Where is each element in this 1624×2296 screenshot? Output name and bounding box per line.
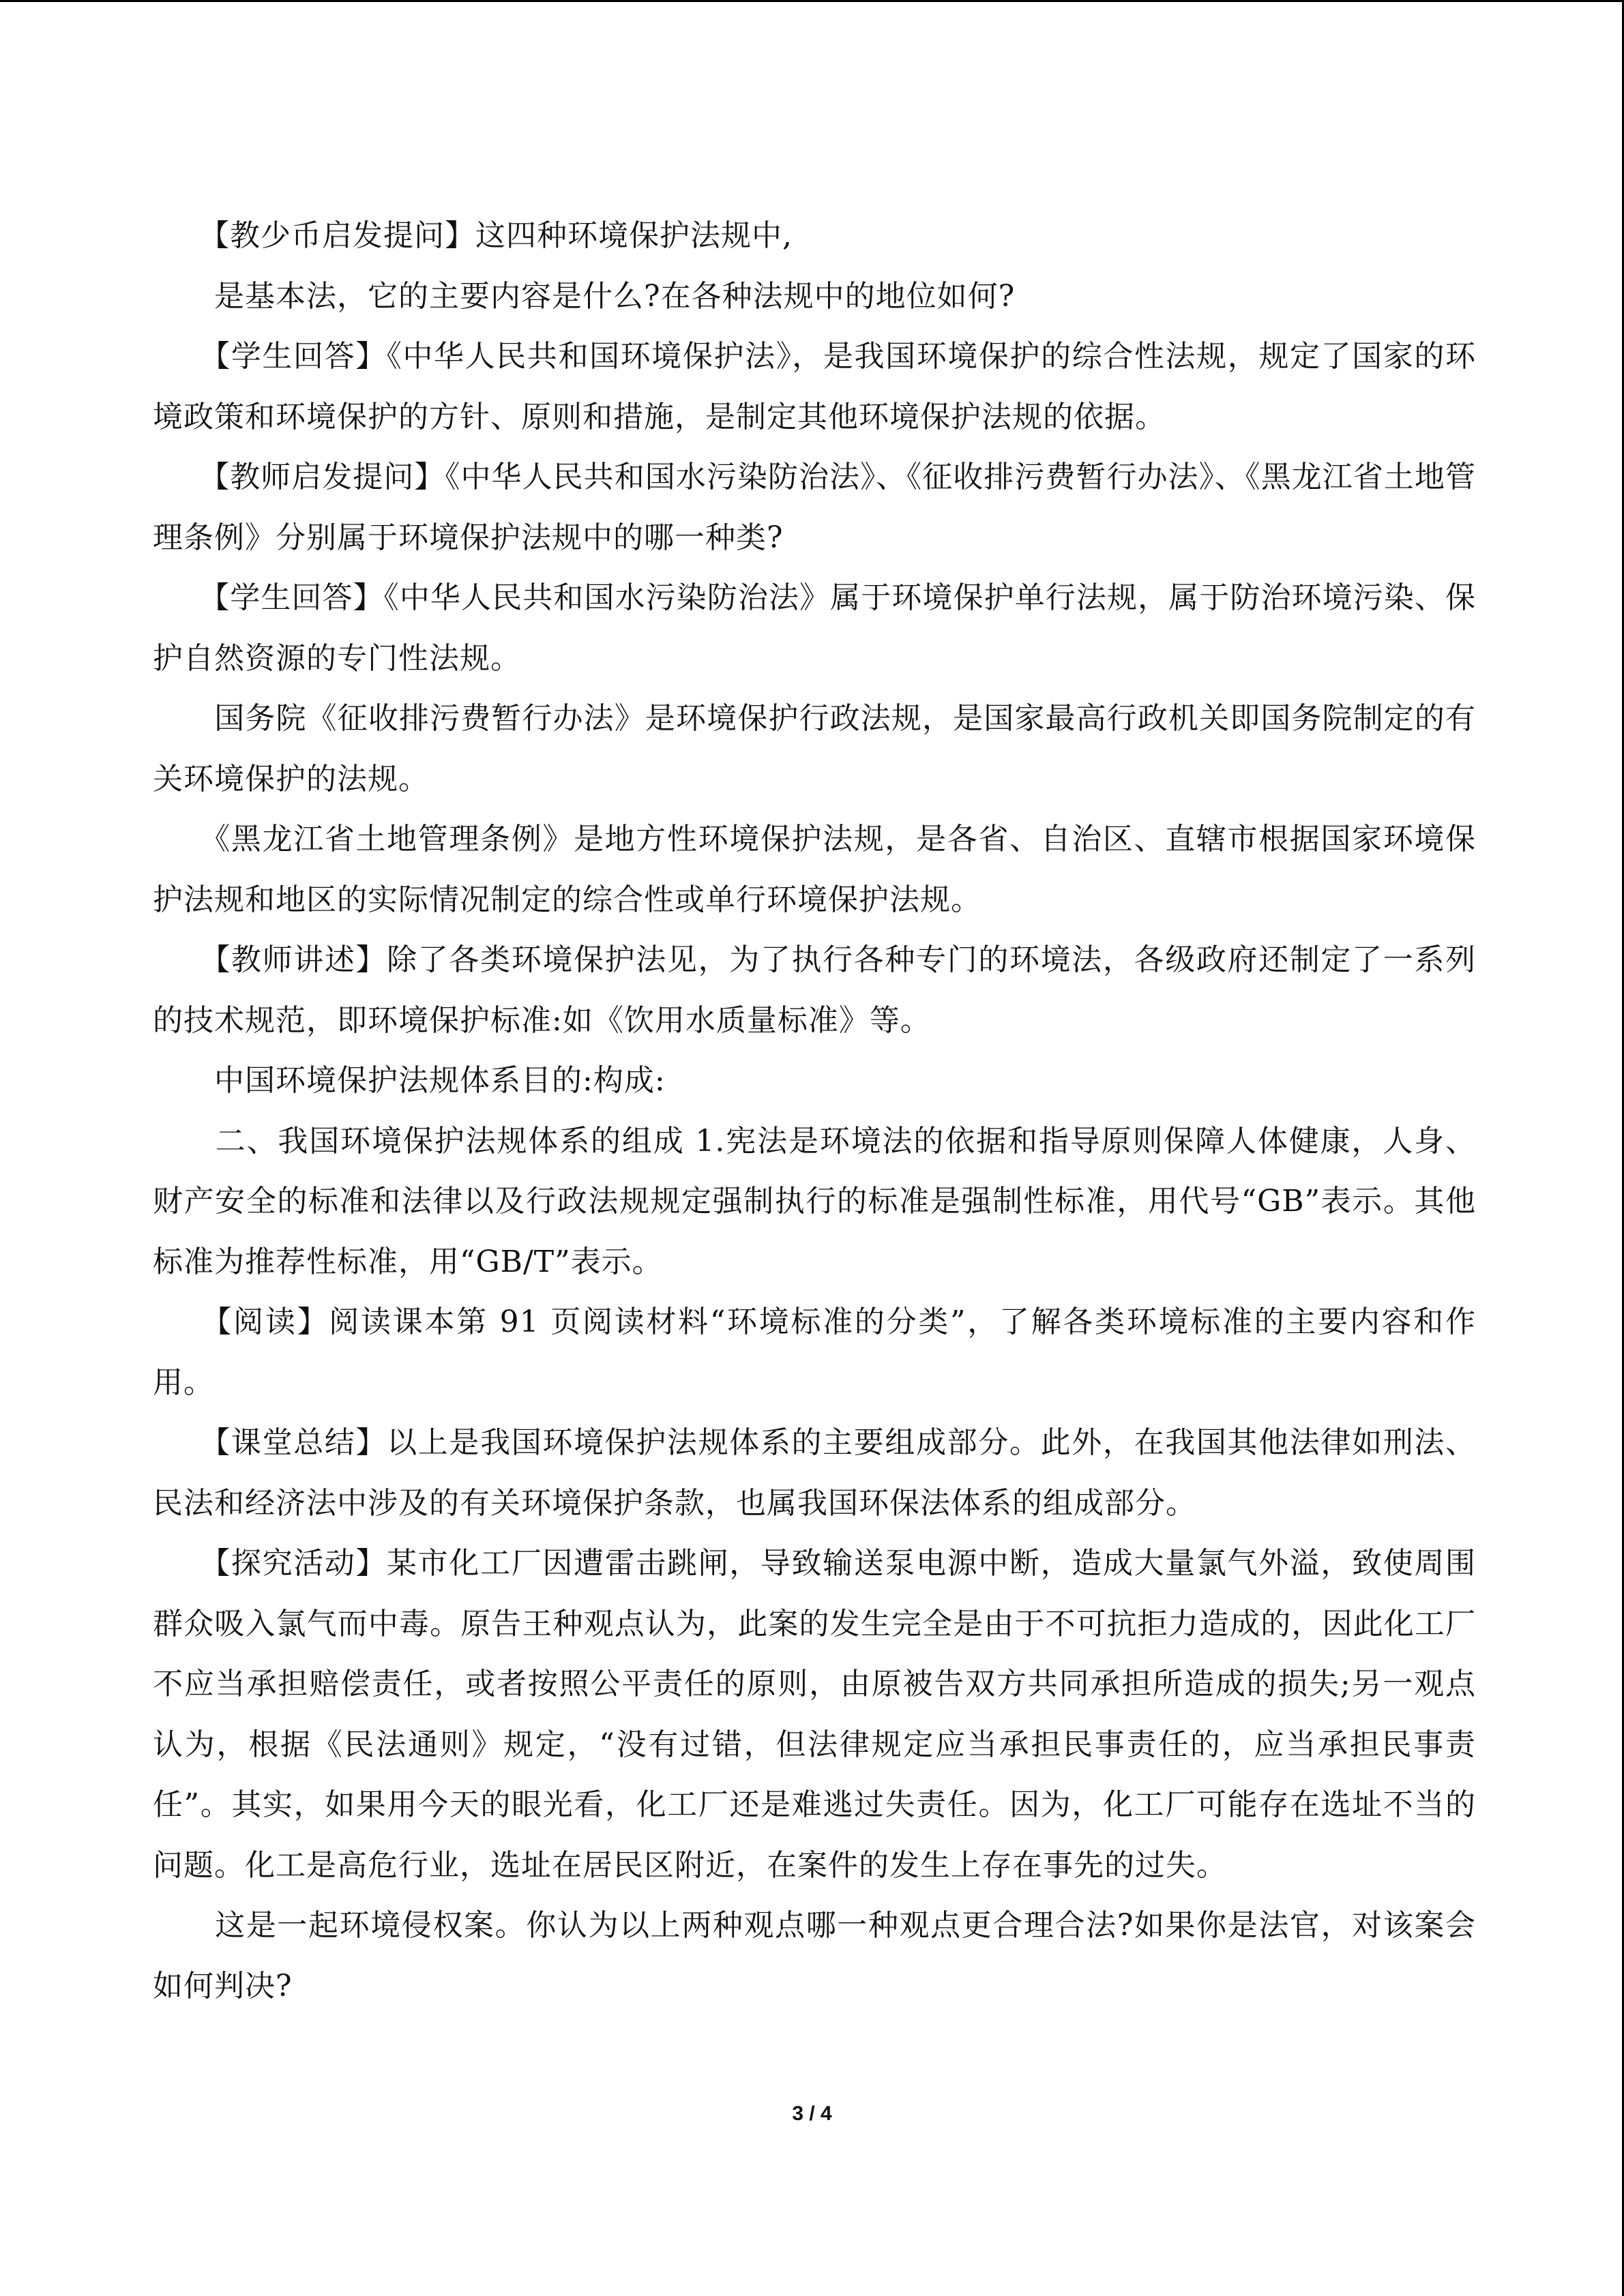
- paragraph: 【探究活动】某市化工厂因遭雷击跳闸，导致输送泵电源中断，造成大量氯气外溢，致使周围群众吸入氯气而中毒。原告王种观点认为，此案的发生完全是由于不可抗拒力造成的，因此化工厂不应当承担赔偿责任，或者按照公平责任的原则，由原被告双方共同承担所造成的损失;另一观点认为，根据《民法通则》规定，“没有过错，但法律规定应当承担民事责任的，应当承担民事责任”。其实，如果用今天的眼光看，化工厂还是难逃过失责任。因为，化工厂可能存在选址不当的问题。化工是高危行业，选址在居民区附近，在案件的发生上存在事先的过失。: [153, 1546, 1476, 1883]
- paragraph: 【教师启发提问】《中华人民共和国水污染防治法》、《征收排污费暂行办法》、《黑龙江省土地管理条例》分别属于环境保护法规中的哪一种类?: [153, 460, 1476, 555]
- document-body: [153, 206, 1476, 2016]
- paragraph: 是基本法，它的主要内容是什么?在各种法规中的地位如何?: [153, 278, 1016, 314]
- paragraph: 这是一起环境侵权案。你认为以上两种观点哪一种观点更合理合法?如果你是法官，对该案会如何判决?: [153, 1908, 1476, 2003]
- paragraph: 中国环境保护法规体系目的:构成:: [153, 1063, 666, 1098]
- page-border-top: [0, 0, 1624, 2]
- paragraph: 《黑龙江省土地管理条例》是地方性环境保护法规，是各省、自治区、直辖市根据国家环境保护法规和地区的实际情况制定的综合性或单行环境保护法规。: [153, 822, 1476, 917]
- paragraph: 【阅读】阅读课本第 91 页阅读材料“环境标准的分类”，了解各类环境标准的主要内容和作用。: [153, 1304, 1476, 1400]
- paragraph: 【课堂总结】以上是我国环境保护法规体系的主要组成部分。此外，在我国其他法律如刑法、民法和经济法中涉及的有关环境保护条款，也属我国环保法体系的组成部分。: [153, 1425, 1476, 1521]
- paragraph: 【教师讲述】除了各类环境保护法见，为了执行各种专门的环境法，各级政府还制定了一系列的技术规范，即环境保护标准:如《饮用水质量标准》等。: [153, 942, 1476, 1038]
- paragraph: 【学生回答】《中华人民共和国环境保护法》，是我国环境保护的综合性法规，规定了国家的环境政策和环境保护的方针、原则和措施，是制定其他环境保护法规的依据。: [153, 339, 1476, 434]
- paragraph: 二、我国环境保护法规体系的组成 1.宪法是环境法的依据和指导原则保障人体健康，人身、财产安全的标准和法律以及行政法规规定强制执行的标准是强制性标准，用代号“GB”表示。其他标准为推荐性标准，用“GB/T”表示。: [153, 1123, 1476, 1279]
- paragraph: 国务院《征收排污费暂行办法》是环境保护行政法规，是国家最高行政机关即国务院制定的有关环境保护的法规。: [153, 701, 1476, 796]
- paragraph: 【学生回答】《中华人民共和国水污染防治法》属于环境保护单行法规，属于防治环境污染、保护自然资源的专门性法规。: [153, 580, 1476, 676]
- page-number: 3 / 4: [792, 2102, 832, 2125]
- paragraph: 【教少币启发提问】这四种环境保护法规中,: [153, 218, 793, 253]
